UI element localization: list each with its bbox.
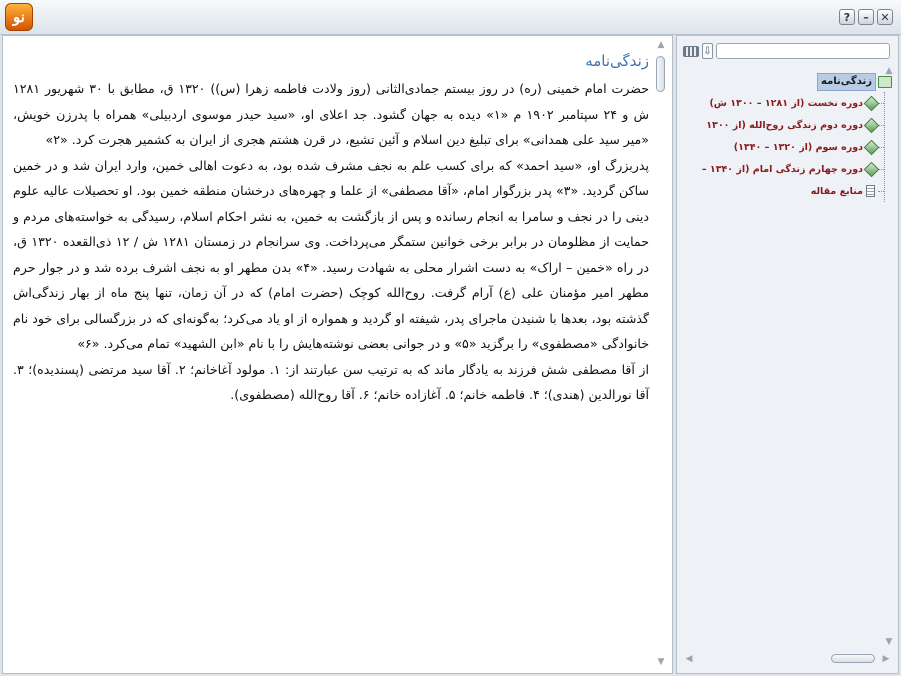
article-paragraph: حضرت امام خمینی (ره) در روز بیستم جمادی‌الثانی (روز ولادت فاطمه زهرا (س)) ۱۳۲۰ ق، مطابق با ۳۰ شهریور ۱۲۸۱ ش و ۲۴ سپتامبر ۱۹۰۲ م «۱» دیده به جهان گشود. جد اعلای او، «سید حیدر موسوی اردبیلی» همراه با پدرزن خویش، «میر سید علی همدانی» برای تبلیغ دین اسلام و آئین تشیع، در قرن هشتم هجری از ایران به کشمیر هجرت کرد. «۲» — [13, 81, 649, 147]
tree-item-period-4[interactable] — [682, 158, 884, 180]
scroll-thumb[interactable] — [831, 654, 875, 663]
tree-item-period-1[interactable] — [682, 92, 884, 114]
article-paragraph: پدربزرگ او، «سید احمد» که برای کسب علم به نجف مشرف شده بود، به دعوت اهالی خمین، وارد ایران شد و در خمین ساکن گردید. «۳» پدر بزرگوار امام، «آقا مصطفی» از علما و چهره‌های درخشان منطقه خمین بود. او تحصیلات عالیه علوم دینی را در نجف و سامرا به انجام رسانده و پس از بازگشت به خمین، به نشر احکام اسلام، رسیدگی به خواسته‌های مردم و حمایت از مظلومان در برابر برخی خوانین ستمگر می‌پرداخت. وی سرانجام در زمستان ۱۲۸۱ ش / ۱۲ ذی‌القعده ۱۳۲۰ ق، در راه «خمین – اراک» به دست اشرار محلی به شهادت رسید. «۴» بدن مطهر او به نجف اشرف برده شد و در جوار حرم مطهر امیر مؤمنان علی (ع) آرام گرفت. روح‌الله کوچک (حضرت امام) که در آن زمان، تنها پنج ماه از بهار زندگی‌اش گذشته بود، بعدها با شنیدن ماجرای پدر، شیفته او گردید و همواره از او یاد می‌کرد؛ به‌گونه‌ای که در بزرگسالی برای خود نام خانوادگی «مصطفوی» را برگزید «۵» و در جوانی بعضی نوشته‌هایش را با نام «ابن الشهید» تمام می‌کرد. «۶» — [13, 157, 649, 351]
tree-item-label: دوره نخست (از ۱۲۸۱ – ۱۳۰۰ ش) — [709, 97, 863, 109]
title-bar — [0, 0, 901, 35]
diamond-icon — [864, 117, 880, 133]
tree-children — [682, 92, 885, 202]
tree-item-label: منابع مقاله — [810, 185, 863, 197]
diamond-icon — [864, 95, 880, 111]
toc-tree — [682, 72, 892, 202]
tree-item-period-2[interactable] — [682, 114, 884, 136]
scroll-up-icon[interactable]: ▲ — [657, 40, 665, 50]
keyboard-icon[interactable] — [683, 46, 699, 57]
help-button[interactable]: ? — [839, 9, 855, 25]
scroll-down-icon[interactable]: ▼ — [885, 637, 893, 647]
search-input[interactable] — [716, 43, 890, 59]
scroll-thumb[interactable] — [656, 56, 665, 92]
diamond-icon — [864, 161, 880, 177]
close-button[interactable]: ✕ — [877, 9, 893, 25]
content-pane — [2, 35, 673, 674]
search-bar — [683, 42, 890, 60]
tree-item-sources[interactable] — [682, 180, 884, 202]
app-logo-icon[interactable]: نو — [5, 3, 33, 31]
article-title: زندگی‌نامه — [585, 52, 649, 70]
scroll-right-icon[interactable]: ▶ — [882, 654, 890, 664]
minimize-button[interactable]: – — [858, 9, 874, 25]
tree-root-item[interactable] — [682, 72, 892, 92]
window-controls — [839, 9, 893, 25]
toc-sidebar — [676, 35, 899, 674]
sidebar-horizontal-scrollbar[interactable] — [683, 652, 892, 666]
scroll-up-icon[interactable]: ▲ — [885, 66, 893, 76]
page-icon — [866, 185, 875, 197]
scroll-left-icon[interactable]: ◀ — [685, 654, 693, 664]
article-paragraph: از آقا مصطفی شش فرزند به یادگار ماند که به ترتیب سن عبارتند از: ۱. مولود آغاخانم؛ ۲. آقا سید مرتضی (پسندیده)؛ ۳. آقا نورالدین (هندی)؛ ۴. فاطمه خانم؛ ۵. آغازاده خانم؛ ۶. آقا روح‌الله (مصطفوی). — [13, 361, 649, 402]
scroll-down-icon[interactable]: ▼ — [657, 657, 665, 667]
search-arrow-icon[interactable]: ⇩ — [702, 43, 713, 59]
tree-item-period-3[interactable] — [682, 136, 884, 158]
tree-root-label: زندگی‌نامه — [817, 73, 876, 91]
diamond-icon — [864, 139, 880, 155]
sidebar-vertical-scrollbar[interactable] — [882, 66, 894, 647]
tree-item-label: دوره چهارم زندگی امام (از ۱۳۴۰ – — [701, 163, 863, 175]
content-vertical-scrollbar[interactable] — [654, 36, 668, 673]
tree-item-label: دوره دوم زندگی روح‌الله (از ۱۳۰۰ — [706, 119, 863, 131]
tree-item-label: دوره سوم (از ۱۳۲۰ – ۱۳۴۰) — [733, 141, 863, 153]
article — [13, 50, 649, 408]
